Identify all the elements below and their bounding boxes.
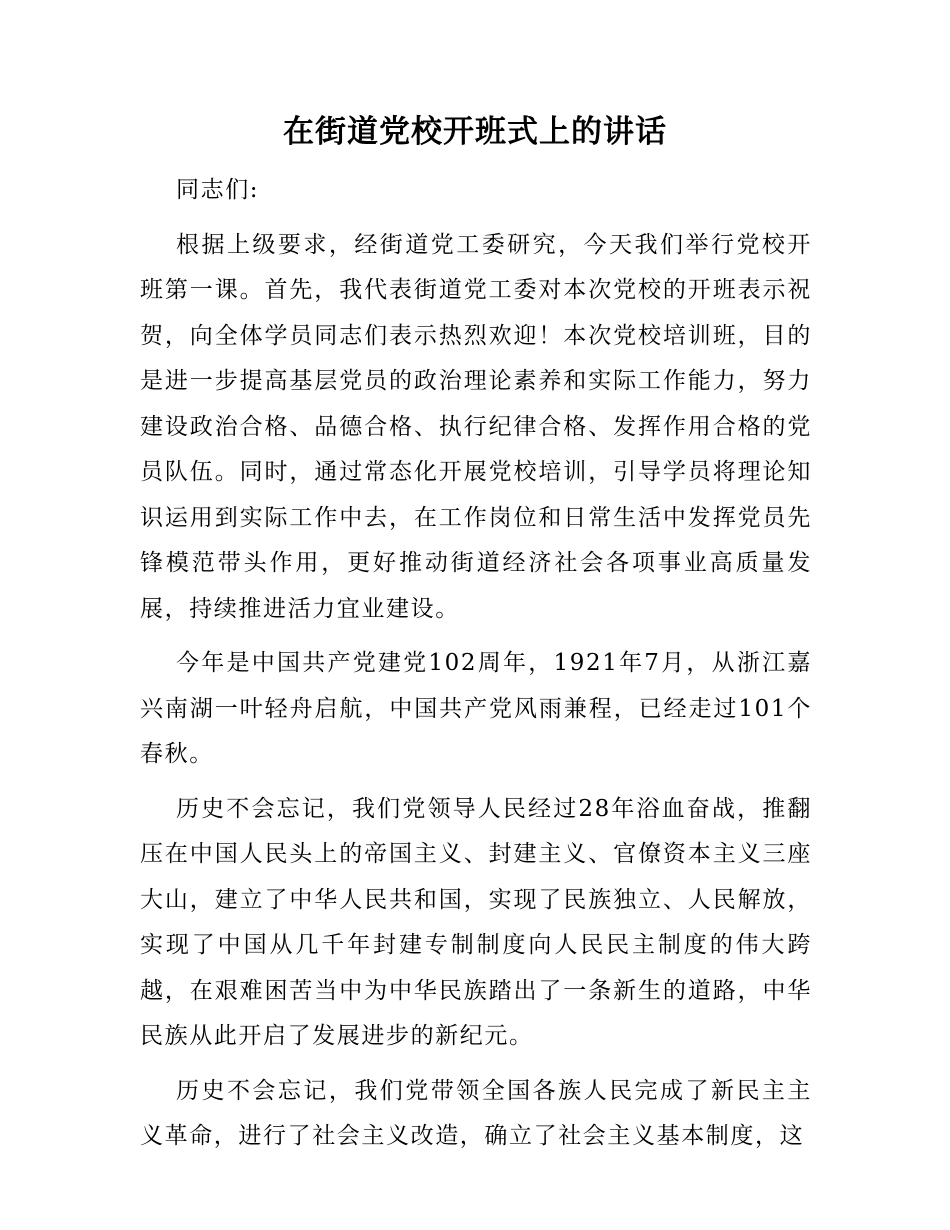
paragraph: 历史不会忘记，我们党带领全国各族人民完成了新民主主义革命，进行了社会主义改造，确立了社会主义基本制度，这 — [140, 1077, 812, 1149]
paragraph: 根据上级要求，经街道党工委研究，今天我们举行党校开班第一课。首先，我代表街道党工委对本次党校的开班表示祝贺，向全体学员同志们表示热烈欢迎！本次党校培训班，目的是进一步提高基层党员的政治理论素养和实际工作能力，努力建设政治合格、品德合格、执行纪律合格、发挥作用合格的党员队伍。同时，通过常态化开展党校培训，引导学员将理论知识运用到实际工作中去，在工作岗位和日常生活中发挥党员先锋模范带头作用，更好推动街道经济社会各项事业高质量发展，持续推进活力宜业建设。 — [140, 231, 812, 622]
salutation: 同志们: — [176, 177, 260, 203]
paragraph: 今年是中国共产党建党102周年，1921年7月，从浙江嘉兴南湖一叶轻舟启航，中国共产党风雨兼程，已经走过101个春秋。 — [140, 650, 812, 767]
paragraph: 历史不会忘记，我们党领导人民经过28年浴血奋战，推翻压在中国人民头上的帝国主义、封建主义、官僚资本主义三座大山，建立了中华人民共和国，实现了民族独立、人民解放，实现了中国从几千年封建专制制度向人民民主制度的伟大跨越，在艰难困苦当中为中华民族踏出了一条新生的道路，中华民族从此开启了发展进步的新纪元。 — [140, 795, 812, 1049]
document-body — [140, 168, 812, 1160]
document-title: 在街道党校开班式上的讲话 — [283, 114, 667, 150]
